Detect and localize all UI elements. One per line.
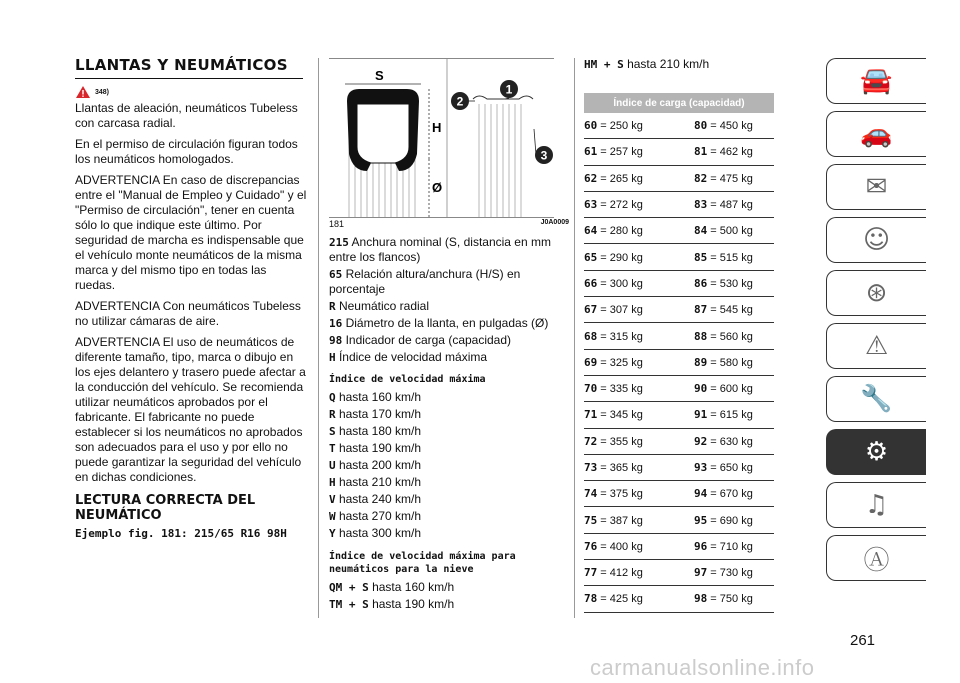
car-info-icon: 🚗 xyxy=(860,119,893,149)
load-value: = 545 kg xyxy=(707,304,753,317)
load-value: = 325 kg xyxy=(597,356,643,369)
load-cell xyxy=(694,560,774,586)
spec-text: hasta 160 km/h xyxy=(335,390,422,404)
load-index: 93 xyxy=(694,461,708,474)
load-index: 62 xyxy=(584,171,598,185)
table-row xyxy=(584,218,774,244)
spec-row xyxy=(329,389,569,406)
spec-text: hasta 300 km/h xyxy=(335,526,422,540)
load-index: 63 xyxy=(584,198,598,212)
sidebar-tab-starting-driving[interactable] xyxy=(826,270,926,316)
intro-text xyxy=(75,101,307,485)
load-index-table xyxy=(584,93,774,613)
load-value: = 670 kg xyxy=(707,488,753,501)
load-cell xyxy=(584,244,694,270)
spec-text: hasta 200 km/h xyxy=(335,458,422,472)
snow-index-continued xyxy=(584,56,774,73)
load-value: = 257 kg xyxy=(597,146,643,159)
load-index: 70 xyxy=(584,382,598,396)
load-value: = 515 kg xyxy=(707,251,753,264)
load-cell xyxy=(584,428,694,454)
example-line: Ejemplo fig. 181: 215/65 R16 98H xyxy=(75,527,287,540)
table-row xyxy=(584,297,774,323)
load-index: 64 xyxy=(584,224,598,238)
intro-paragraph: ADVERTENCIA Con neumáticos Tubeless no utilizar cámaras de aire. xyxy=(75,299,301,328)
load-cell xyxy=(584,349,694,375)
column-divider xyxy=(318,58,319,618)
load-value: = 375 kg xyxy=(597,488,643,501)
load-index: 74 xyxy=(584,487,598,501)
load-index: 89 xyxy=(694,355,708,369)
load-cell xyxy=(694,165,774,191)
load-index: 95 xyxy=(694,513,708,527)
right-column xyxy=(584,56,774,613)
warning-triangle-icon xyxy=(75,85,91,99)
load-cell xyxy=(694,139,774,165)
table-row xyxy=(584,113,774,139)
label-diameter: Ø xyxy=(432,180,443,195)
spec-row xyxy=(584,56,774,73)
load-index: 98 xyxy=(694,592,708,606)
load-cell xyxy=(584,270,694,296)
subsection-title: LECTURA CORRECTA DEL NEUMÁTICO xyxy=(75,493,256,523)
maintenance-tools-icon: 🔧 xyxy=(860,384,893,414)
sidebar-tab-technical-data[interactable] xyxy=(826,429,926,475)
sidebar-tab-dashboard-car[interactable] xyxy=(826,58,926,104)
load-table-header: Índice de carga (capacidad) xyxy=(584,93,774,113)
label-h: H xyxy=(432,120,442,135)
load-index: 97 xyxy=(694,566,708,580)
spec-text: Relación altura/anchura (H/S) en porcentaje xyxy=(329,267,521,296)
table-row xyxy=(584,191,774,217)
load-index: 90 xyxy=(694,382,708,396)
spec-code: R xyxy=(329,408,336,421)
load-value: = 475 kg xyxy=(707,172,753,185)
load-index: 92 xyxy=(694,434,708,448)
table-row xyxy=(584,139,774,165)
load-value: = 500 kg xyxy=(707,225,753,238)
spec-row xyxy=(329,423,569,440)
tire-figure xyxy=(329,58,554,218)
spec-code: Y xyxy=(329,527,336,540)
load-cell xyxy=(584,454,694,480)
table-row xyxy=(584,349,774,375)
spec-row xyxy=(329,333,569,348)
spec-code: S xyxy=(329,425,336,438)
load-cell xyxy=(694,402,774,428)
load-index: 75 xyxy=(584,513,598,527)
definitions-list xyxy=(329,235,569,365)
callout-3: 3 xyxy=(540,148,548,163)
load-index: 85 xyxy=(694,250,708,264)
table-row xyxy=(584,165,774,191)
load-cell xyxy=(694,349,774,375)
spec-row xyxy=(329,299,569,314)
emergency-icon: ⚠ xyxy=(864,331,889,361)
spec-text: hasta 270 km/h xyxy=(335,509,422,523)
load-index: 82 xyxy=(694,171,708,185)
load-value: = 650 kg xyxy=(707,462,753,474)
figure-code: J0A0009 xyxy=(540,219,569,226)
load-cell xyxy=(584,191,694,217)
load-index: 88 xyxy=(694,329,708,343)
load-value: = 412 kg xyxy=(597,567,643,580)
chapter-sidebar xyxy=(826,58,928,588)
spec-text: Indicador de carga (capacidad) xyxy=(342,333,512,347)
watermark: carmanualsonline.info xyxy=(590,655,815,680)
load-cell xyxy=(694,533,774,559)
figure-number: 181 xyxy=(329,219,345,229)
table-row xyxy=(584,507,774,533)
load-index: 76 xyxy=(584,539,598,553)
spec-row xyxy=(329,350,569,365)
dashboard-car-icon: 🚘 xyxy=(860,66,893,96)
intro-paragraph: En el permiso de circulación figuran todos los neumáticos homologados. xyxy=(75,137,298,166)
callout-2: 2 xyxy=(456,94,464,109)
load-cell xyxy=(584,165,694,191)
spec-text: hasta 180 km/h xyxy=(335,424,422,438)
warning-ref-number: 348) xyxy=(95,88,110,96)
load-value: = 690 kg xyxy=(707,514,753,527)
table-row xyxy=(584,402,774,428)
load-value: = 250 kg xyxy=(597,120,643,133)
load-cell xyxy=(694,586,774,612)
spec-text: Índice de velocidad máxima xyxy=(335,350,488,364)
left-column xyxy=(75,56,307,540)
figure-caption xyxy=(329,219,569,229)
sidebar-tab-emergency[interactable] xyxy=(826,323,926,369)
spec-code: T xyxy=(329,442,336,455)
load-cell xyxy=(584,560,694,586)
load-index: 84 xyxy=(694,224,708,238)
load-cell xyxy=(694,454,774,480)
load-index: 71 xyxy=(584,408,598,422)
load-index: 69 xyxy=(584,355,598,369)
load-value: = 450 kg xyxy=(707,120,753,133)
spec-row xyxy=(329,406,569,423)
load-cell xyxy=(584,481,694,507)
load-index: 65 xyxy=(584,250,598,264)
load-value: = 280 kg xyxy=(597,225,643,238)
load-cell xyxy=(584,507,694,533)
spec-row xyxy=(329,440,569,457)
spec-text: Anchura nominal (S, distancia en mm entre los flancos) xyxy=(329,235,551,264)
load-index: 83 xyxy=(694,198,708,212)
load-value: = 300 kg xyxy=(597,277,643,290)
spec-code: TM + S xyxy=(329,598,369,611)
load-value: = 365 kg xyxy=(597,462,643,474)
spec-text: hasta 190 km/h xyxy=(368,597,455,611)
load-value: = 345 kg xyxy=(597,409,643,422)
table-row xyxy=(584,586,774,612)
spec-row xyxy=(329,579,569,596)
load-value: = 425 kg xyxy=(597,593,643,606)
table-row xyxy=(584,375,774,401)
page-number: 261 xyxy=(850,632,876,649)
load-index: 87 xyxy=(694,303,708,317)
load-index: 66 xyxy=(584,276,598,290)
spec-text: hasta 160 km/h xyxy=(368,580,455,594)
load-index: 78 xyxy=(584,592,598,606)
load-value: = 400 kg xyxy=(597,540,643,553)
load-index: 96 xyxy=(694,539,708,553)
load-index: 91 xyxy=(694,408,708,422)
load-index: 60 xyxy=(584,119,598,133)
spec-row xyxy=(329,267,569,297)
snow-index-list xyxy=(329,579,569,613)
spec-row xyxy=(329,508,569,525)
load-cell xyxy=(694,507,774,533)
load-cell xyxy=(694,297,774,323)
load-value: = 580 kg xyxy=(707,356,753,369)
load-index: 67 xyxy=(584,303,598,317)
spec-code: QM + S xyxy=(329,581,369,594)
load-value: = 560 kg xyxy=(707,330,753,343)
load-value: = 307 kg xyxy=(597,304,643,317)
spec-text: Neumático radial xyxy=(335,299,429,313)
load-value: = 615 kg xyxy=(707,409,753,422)
load-value: = 710 kg xyxy=(707,540,753,553)
spec-code: HM + S xyxy=(584,58,624,71)
load-value: = 630 kg xyxy=(707,435,753,448)
warning-lights-message-icon: ✉ xyxy=(865,172,888,202)
spec-text: hasta 240 km/h xyxy=(335,492,422,506)
load-cell xyxy=(584,323,694,349)
spec-row xyxy=(329,596,569,613)
load-cell xyxy=(694,218,774,244)
load-cell xyxy=(694,323,774,349)
spec-code: 65 xyxy=(329,268,343,281)
spec-text: hasta 170 km/h xyxy=(335,407,422,421)
middle-column xyxy=(329,56,569,613)
spec-row xyxy=(329,474,569,491)
load-cell xyxy=(694,481,774,507)
spec-text: hasta 190 km/h xyxy=(335,441,422,455)
table-row xyxy=(584,454,774,480)
load-cell xyxy=(584,375,694,401)
load-cell xyxy=(694,244,774,270)
load-value: = 387 kg xyxy=(597,514,643,527)
spec-text: Diámetro de la llanta, en pulgadas (Ø) xyxy=(342,316,549,330)
sidebar-tab-alphabetical-index[interactable] xyxy=(826,535,926,581)
load-value: = 315 kg xyxy=(597,330,643,343)
load-cell xyxy=(694,428,774,454)
spec-row xyxy=(329,235,569,265)
load-value: = 730 kg xyxy=(707,567,753,580)
spec-code: H xyxy=(329,351,336,364)
section-title: LLANTAS Y NEUMÁTICOS xyxy=(75,56,303,79)
spec-text: hasta 210 km/h xyxy=(623,57,710,71)
column-divider xyxy=(574,58,575,618)
load-index: 73 xyxy=(584,461,598,474)
load-value: = 265 kg xyxy=(597,172,643,185)
safety-seatbelt-airbag-icon: ☺ xyxy=(862,225,891,255)
speed-index-list xyxy=(329,389,569,542)
spec-row xyxy=(329,316,569,331)
spec-code: U xyxy=(329,459,336,472)
alphabetical-index-icon: Ⓐ xyxy=(863,545,890,576)
spec-code: Q xyxy=(329,391,336,404)
load-value: = 462 kg xyxy=(707,146,753,159)
load-cell xyxy=(584,533,694,559)
load-cell xyxy=(584,586,694,612)
callout-1: 1 xyxy=(505,82,513,97)
load-index: 80 xyxy=(694,119,708,133)
load-cell xyxy=(694,191,774,217)
load-value: = 600 kg xyxy=(707,383,753,396)
load-index: 61 xyxy=(584,145,598,159)
sidebar-tab-multimedia[interactable] xyxy=(826,482,926,528)
spec-code: H xyxy=(329,476,336,489)
snow-heading: Índice de velocidad máxima para neumáticos para la nieve xyxy=(329,551,516,575)
spec-code: W xyxy=(329,510,336,523)
table-row xyxy=(584,428,774,454)
load-value: = 335 kg xyxy=(597,383,643,396)
table-row xyxy=(584,560,774,586)
multimedia-icon: ♫ xyxy=(864,490,889,520)
load-cell xyxy=(694,270,774,296)
spec-row xyxy=(329,491,569,508)
intro-paragraph: Llantas de aleación, neumáticos Tubeless con carcasa radial. xyxy=(75,101,298,130)
spec-row xyxy=(329,525,569,542)
load-index: 86 xyxy=(694,276,708,290)
starting-driving-icon: ⊛ xyxy=(865,278,888,308)
table-row xyxy=(584,270,774,296)
load-value: = 487 kg xyxy=(707,199,753,212)
load-cell xyxy=(584,113,694,139)
spec-code: 16 xyxy=(329,317,343,330)
load-cell xyxy=(584,139,694,165)
load-cell xyxy=(584,218,694,244)
spec-text: hasta 210 km/h xyxy=(335,475,422,489)
sidebar-tab-safety-seatbelt-airbag[interactable] xyxy=(826,217,926,263)
load-index: 68 xyxy=(584,329,598,343)
sidebar-tab-car-info[interactable] xyxy=(826,111,926,157)
load-cell xyxy=(694,113,774,139)
sidebar-tab-warning-lights-message[interactable] xyxy=(826,164,926,210)
tire-diagram xyxy=(329,59,554,217)
spec-code: 215 xyxy=(329,236,349,249)
table-row xyxy=(584,244,774,270)
table-row xyxy=(584,323,774,349)
warning-reference xyxy=(75,85,307,99)
load-value: = 530 kg xyxy=(707,277,753,290)
spec-code: V xyxy=(329,493,336,506)
speed-heading: Índice de velocidad máxima xyxy=(329,374,486,385)
spec-code: R xyxy=(329,300,336,313)
load-value: = 272 kg xyxy=(597,199,643,212)
load-cell xyxy=(584,402,694,428)
load-value: = 355 kg xyxy=(597,435,643,448)
load-cell xyxy=(694,375,774,401)
load-value: = 290 kg xyxy=(597,251,643,264)
load-index: 94 xyxy=(694,487,708,501)
intro-paragraph: ADVERTENCIA En caso de discrepancias entre el "Manual de Empleo y Cuidado" y el "Permiso de circulación", tener en cuenta sólo lo que indique este último. Por seguridad de marcha es indispensable que el vehículo monte neumáticos de la misma marca y del mismo tipo en todas las ruedas. xyxy=(75,173,307,292)
technical-data-icon: ⚙ xyxy=(864,437,889,467)
sidebar-tab-maintenance-tools[interactable] xyxy=(826,376,926,422)
label-s: S xyxy=(375,68,384,83)
load-index: 81 xyxy=(694,145,708,159)
load-index: 72 xyxy=(584,434,598,448)
spec-code: 98 xyxy=(329,334,343,347)
intro-paragraph: ADVERTENCIA El uso de neumáticos de diferente tamaño, tipo, marca o dibujo en los ejes delantero y trasero puede afectar a la conducción del vehículo. Se recomienda utilizar neumáticos aprobados por el fabricante. El fabricante no puede establecer si los neumáticos no aprobados son adecuados para el uso y por ello no puede garantizar la seguridad del vehículo en dichas condiciones. xyxy=(75,335,306,484)
load-value: = 750 kg xyxy=(707,593,753,606)
spec-row xyxy=(329,457,569,474)
load-cell xyxy=(584,297,694,323)
load-index: 77 xyxy=(584,566,598,580)
table-row xyxy=(584,533,774,559)
table-row xyxy=(584,481,774,507)
